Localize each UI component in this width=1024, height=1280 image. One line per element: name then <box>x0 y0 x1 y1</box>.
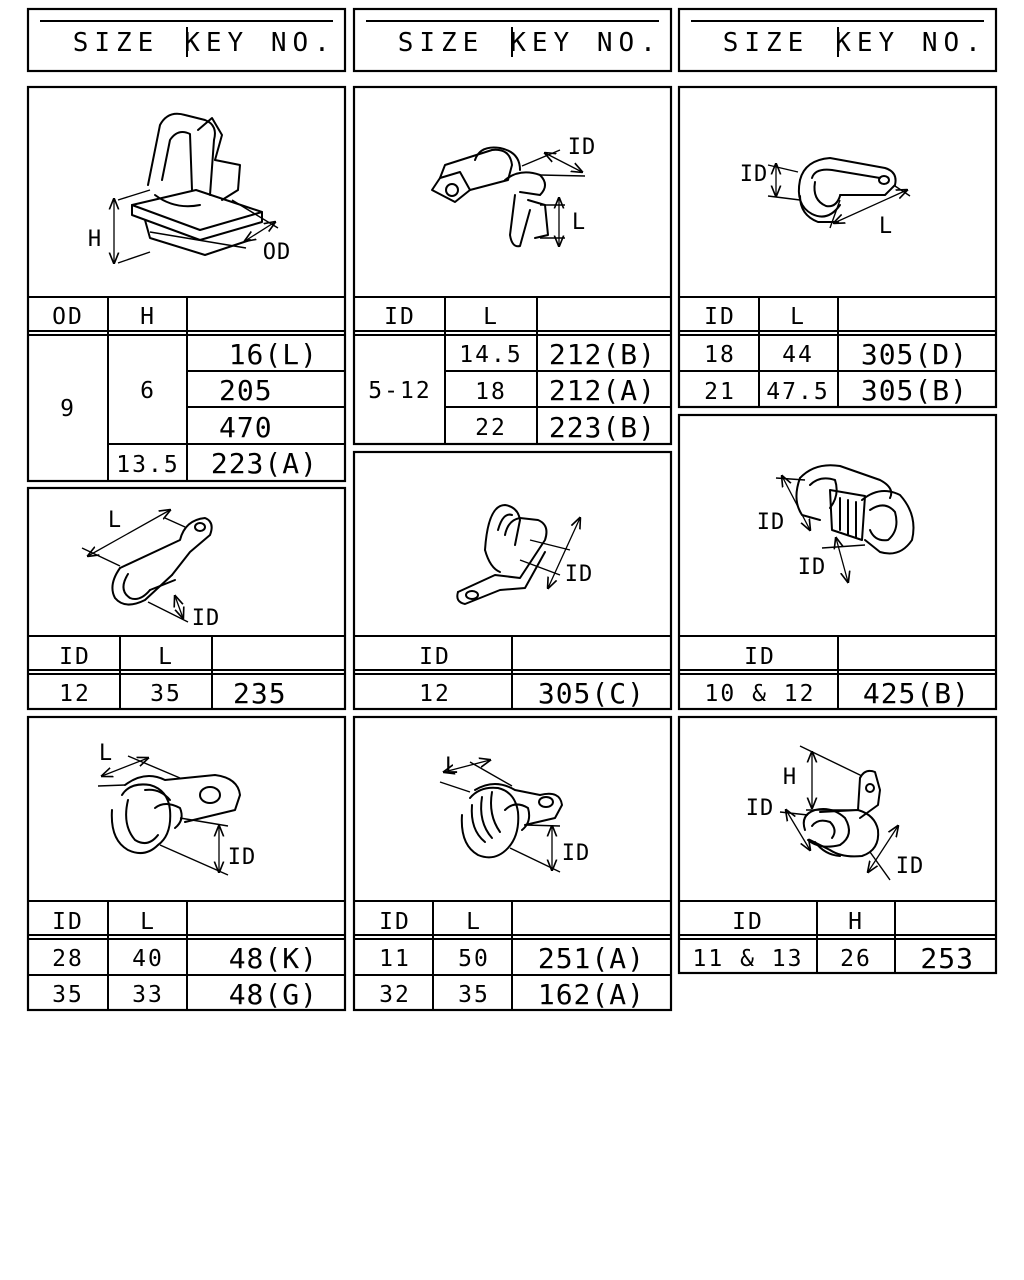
cell-key-no: 205 <box>219 374 273 407</box>
panel-twin-clip <box>679 415 996 710</box>
cell-l: 50 <box>458 946 490 972</box>
cell-l: 22 <box>475 415 507 441</box>
header-key-label: KEY NO. <box>510 28 662 58</box>
dim-label-id: ID <box>567 135 597 160</box>
column-header-id: ID <box>419 644 451 670</box>
header-column-3 <box>679 9 996 71</box>
cell-id: 5-12 <box>368 378 432 404</box>
column-header-id: ID <box>744 644 776 670</box>
cell-id: 28 <box>52 946 84 972</box>
dim-label-id: ID <box>191 606 221 631</box>
dim-label-l: L <box>878 214 894 239</box>
twin-clip-drawing <box>757 465 914 582</box>
header-key-label: KEY NO. <box>184 28 336 58</box>
dim-label-id: ID <box>756 510 786 535</box>
cell-l: 47.5 <box>766 379 830 405</box>
tab-clamp-drawing <box>82 508 220 631</box>
header-column-2 <box>354 9 671 71</box>
column-header-l: L <box>158 644 174 670</box>
cell-l: 33 <box>132 982 164 1008</box>
cell-key-no: 251(A) <box>537 942 645 975</box>
dim-label-l: L <box>571 210 587 235</box>
column-header-l: L <box>790 304 806 330</box>
header-key-label: KEY NO. <box>835 28 987 58</box>
column-header-l: L <box>466 909 482 935</box>
column-header-id: ID <box>704 304 736 330</box>
cell-h: 13.5 <box>116 452 180 478</box>
cell-l: 18 <box>475 379 507 405</box>
dim-label-id: ID <box>227 845 257 870</box>
cell-l: 14.5 <box>459 342 523 368</box>
header-size-label: SIZE <box>397 28 485 58</box>
panel-standoff-clamp <box>679 717 996 975</box>
cell-key-no: 48(G) <box>228 978 318 1011</box>
column-header-id: ID <box>732 909 764 935</box>
harness-clip-drawing <box>432 135 596 246</box>
header-size-label: SIZE <box>722 28 810 58</box>
column-header-id: ID <box>59 644 91 670</box>
column-header-l: L <box>140 909 156 935</box>
dim-label-id: ID <box>745 796 775 821</box>
cell-id: 18 <box>704 342 736 368</box>
dim-label-id: ID <box>564 562 594 587</box>
panel-saddle-clamp <box>354 452 671 710</box>
panel-loop-clamp <box>679 87 996 407</box>
cell-l: 40 <box>132 946 164 972</box>
panel-push-clip <box>28 87 345 481</box>
column-header-h: H <box>848 909 864 935</box>
column-header-h: H <box>140 304 156 330</box>
cell-key-no: 305(D) <box>860 338 968 371</box>
cell-id: 21 <box>704 379 736 405</box>
column-header-id: ID <box>379 909 411 935</box>
cell-key-no: 212(B) <box>548 338 656 371</box>
cell-key-no: 253 <box>920 942 974 975</box>
cell-h: 26 <box>840 946 872 972</box>
column-header-l: L <box>483 304 499 330</box>
cell-key-no: 48(K) <box>228 942 318 975</box>
cell-id: 11 <box>379 946 411 972</box>
panel-harness-clip <box>354 87 671 444</box>
header-column-1 <box>28 9 345 71</box>
panel-ribbed-clamp <box>354 717 671 1011</box>
cell-l: 44 <box>782 342 814 368</box>
cell-id: 32 <box>379 982 411 1008</box>
cell-key-no: 305(C) <box>537 677 645 710</box>
cell-id: 12 <box>419 681 451 707</box>
cell-h: 6 <box>140 378 156 404</box>
dim-label-h: H <box>87 227 103 252</box>
dim-label-h: H <box>782 765 798 790</box>
cushion-clamp-drawing <box>98 741 256 875</box>
cell-key-no: 16(L) <box>228 338 318 371</box>
cell-key-no: 235 <box>233 677 287 710</box>
cell-key-no: 305(B) <box>860 374 968 407</box>
cell-id: 12 <box>59 681 91 707</box>
dim-label-od: OD <box>262 240 292 265</box>
column-header-od: OD <box>52 304 84 330</box>
cell-id: 10 & 12 <box>704 681 816 707</box>
push-clip-drawing <box>88 114 291 265</box>
cell-key-no: 425(B) <box>862 677 970 710</box>
dim-label-l: L <box>98 741 114 766</box>
cell-id: 11 & 13 <box>692 946 804 972</box>
cell-key-no: 162(A) <box>537 978 645 1011</box>
cell-l: 35 <box>150 681 182 707</box>
panel-tab-clamp <box>28 488 345 710</box>
standoff-clamp-drawing <box>746 746 925 880</box>
dim-label-l: L <box>107 508 123 533</box>
cell-key-no: 212(A) <box>548 374 656 407</box>
cell-id: 35 <box>52 982 84 1008</box>
header-size-label: SIZE <box>72 28 160 58</box>
dim-label-id: ID <box>739 162 769 187</box>
cell-key-no: 470 <box>219 411 273 444</box>
panel-cushion-clamp <box>28 717 345 1011</box>
cell-od: 9 <box>60 396 76 422</box>
dim-label-l: L <box>444 754 460 779</box>
dim-label-id: ID <box>797 555 827 580</box>
dim-label-id: ID <box>561 841 591 866</box>
column-header-id: ID <box>384 304 416 330</box>
cell-key-no: 223(B) <box>548 411 656 444</box>
cell-key-no: 223(A) <box>210 447 318 480</box>
ribbed-clamp-drawing <box>440 754 590 872</box>
column-header-id: ID <box>52 909 84 935</box>
cell-l: 35 <box>458 982 490 1008</box>
saddle-clamp-drawing <box>457 505 593 604</box>
dim-label-id: ID <box>895 854 925 879</box>
loop-clamp-drawing <box>740 158 910 239</box>
